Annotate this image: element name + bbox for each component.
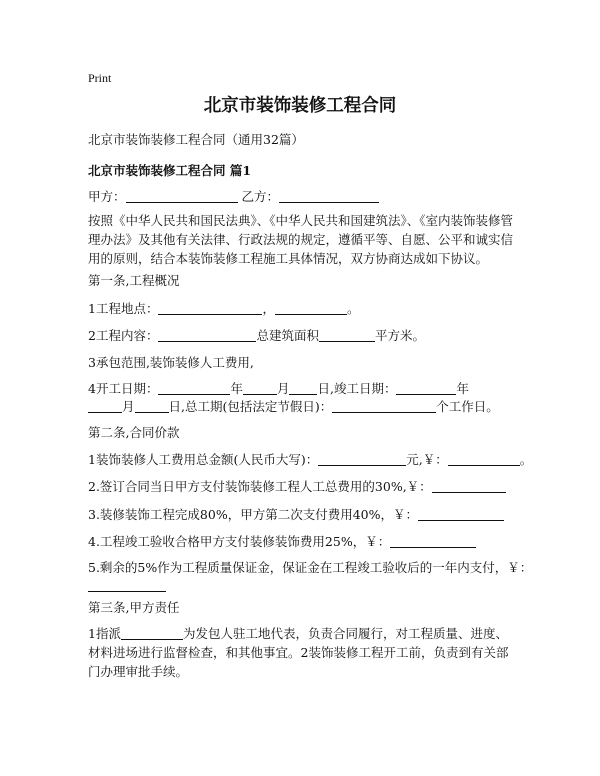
item-text: 2.签订合同当日甲方支付装饰装修工程人工总费用的30%,￥： (88, 479, 432, 494)
article-1-item-4-line-2 (88, 398, 528, 415)
item-mid: 元,￥： (406, 452, 448, 467)
party-b-label: 乙方： (241, 189, 280, 204)
intro-paragraph: 按照《中华人民共和国民法典》、《中华人民共和国建筑法》、《室内装饰装修管理办法》及其他有关法律、行政法规的规定，遵循平等、自愿、公平和诚实信用的原则，结合本装饰装修工程施工具体情况，双方协商达成如下协议。 (88, 213, 514, 266)
article-1-item-1 (88, 300, 528, 317)
start-day-blank (289, 381, 317, 395)
item-label: 2工程内容： (88, 328, 159, 343)
end-day-blank (135, 399, 169, 413)
year-label: 年 (456, 381, 469, 396)
payment-3-blank (390, 534, 476, 548)
article-2-item-4 (88, 533, 528, 550)
article-2-title: 第二条,合同价款 (88, 425, 180, 440)
party-b-blank (279, 189, 379, 203)
article-3-title: 第三条,甲方责任 (88, 600, 180, 615)
duration-label: 日,总工期(包括法定节假日)： (168, 399, 333, 414)
warranty-blank (88, 578, 166, 592)
item-text: 3.装修装饰工程完成80%，甲方第二次支付费用40%，￥： (88, 507, 418, 522)
article-1-item-4-line-1 (88, 380, 528, 397)
item-end: 平方米。 (374, 328, 425, 343)
party-a-blank (126, 189, 238, 203)
item-label: 1装饰装修人工费用总金额(人民币大写)： (88, 452, 319, 467)
start-year-blank (158, 381, 230, 395)
area-blank (319, 328, 375, 342)
item-mid: 总建筑面积 (256, 328, 319, 343)
print-label[interactable]: Print (88, 71, 112, 85)
article-1-title: 第一条,工程概况 (88, 273, 180, 288)
content-blank (158, 328, 256, 342)
article-1-item-3: 3承包范围,装饰装修人工费用, (88, 355, 254, 370)
item-text: 为发包人驻工地代表，负责合同履行，对工程质量、进度、材料进场进行监督检查，和其他事宜。2装饰装修工程开工前，负责到有关部门办理审批手续。 (88, 626, 509, 679)
item-text: 4.工程竣工验收合格甲方支付装修装饰费用25%，￥： (88, 534, 391, 549)
document-subtitle: 北京市装饰装修工程合同（通用32篇） (88, 132, 304, 147)
site-blank (158, 301, 262, 315)
parties-line (88, 188, 528, 205)
month-label: 月 (276, 381, 290, 396)
start-month-blank (243, 381, 277, 395)
item-end: 个工作日。 (436, 399, 499, 414)
article-2-item-1 (88, 451, 533, 468)
item-label: 1指派 (88, 626, 121, 641)
item-end: 。 (346, 301, 360, 316)
article-1-item-2 (88, 327, 528, 344)
item-end: 。 (519, 452, 533, 467)
month-label: 月 (122, 399, 135, 414)
article-2-item-5-blank-line (88, 577, 528, 594)
year-label: 年 (230, 381, 243, 396)
article-3-item-1 (88, 624, 520, 681)
item-label: 4开工日期： (88, 381, 159, 396)
payment-2-blank (418, 507, 504, 521)
representative-blank (121, 626, 183, 640)
article-2-item-5: 5.剩余的5%作为工程质量保证金，保证金在工程竣工验收后的一年内支付，￥： (88, 560, 533, 575)
article-2-item-3 (88, 506, 528, 523)
site-blank-2 (275, 301, 347, 315)
total-amount-num-blank (448, 452, 520, 466)
payment-1-blank (432, 479, 506, 493)
item-sep: ， (262, 301, 275, 316)
completion-label: 日,竣工日期： (317, 381, 397, 396)
article-2-item-2 (88, 478, 528, 495)
party-a-label: 甲方： (88, 189, 126, 204)
total-amount-blank (318, 452, 406, 466)
item-label: 1工程地点： (88, 301, 159, 316)
document-title: 北京市装饰装修工程合同 (203, 96, 397, 116)
end-month-blank (88, 399, 122, 413)
section-heading: 北京市装饰装修工程合同 篇1 (88, 163, 252, 178)
duration-blank (332, 399, 436, 413)
end-year-blank (396, 381, 456, 395)
